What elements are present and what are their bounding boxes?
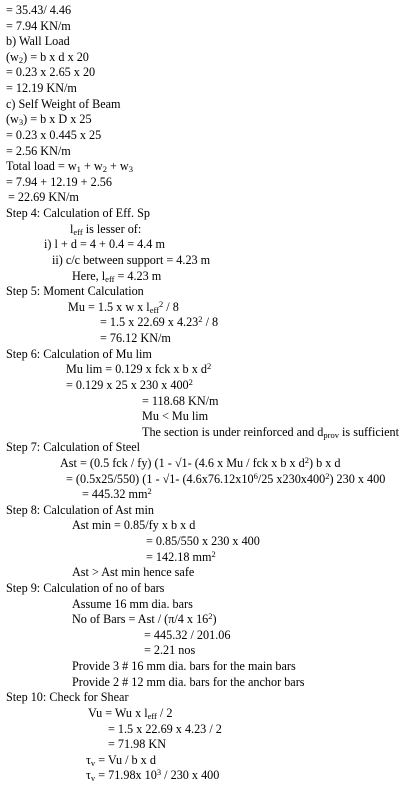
line: Mu lim = 0.129 x fck x b x $d^2$ [66,361,212,377]
line: = (0.5x25/550) (1 - √1- ($4.6x76.12x10^6/25$ $x230x400^2$) 230 x 400 [66,470,386,486]
line: = 12.19 KN/m [6,81,77,96]
line: Mu = 1.5 x w x $l_{eff}^2 / 8$ [68,298,179,315]
line: = 35.43/ 4.46 [6,3,72,17]
line: Assume 16 mm dia. bars [72,596,193,611]
line: $(w_2) = b$ x d x 20 [6,49,89,65]
step-heading: Step 7: Calculation of Steel [6,440,141,455]
line: Ast min = 0.85/fy x b x d [72,518,196,533]
step-heading: Step 10: Check for Shear [6,690,129,705]
line: Vu = Wu x $l_{eff} / 2$ [88,705,173,721]
line: = 7.94 KN/m [6,18,71,33]
line: ii) c/c between support = 4.23 m [52,252,211,267]
line: = 2.56 KN/m [6,143,71,158]
step-heading: Step 8: Calculation of Ast min [6,502,154,517]
line: = 142.18 $mm^2$ [146,548,216,564]
line: = 0.129 x 25 x 230 x $400^2$ [66,376,193,392]
line: = 2.21 nos [144,643,196,658]
step-heading: Step 4: Calculation of Eff. Sp [6,206,150,221]
section-heading: c) Self Weight of Beam [6,96,121,111]
line: Here, $l_{eff} = 4.23$ m [72,268,162,284]
step-heading: Step 5: Moment Calculation [6,284,144,299]
line: Provide 2 # 12 mm dia. bars for the anchor bars [72,674,305,689]
line: $\tau_v = Vu / b$ x d [86,752,156,768]
line: = 0.23 x 2.65 x 20 [6,65,96,80]
line: Provide 3 # 16 mm dia. bars for the main bars [72,659,296,674]
line: $(w_3) = b$ x D x 25 [6,112,92,128]
line: = 7.94 + 12.19 + 2.56 [6,174,112,189]
line: = 0.85/550 x 230 x 400 [146,534,260,549]
line: Mu < Mu lim [142,409,209,424]
line: i) l + d = 4 + 0.4 = 4.4 m [44,237,165,252]
line: Total load = $w_1 + w_2 + w_3$ [6,159,133,175]
line: = 1.5 x 22.69 x 4.23 / 2 [108,721,222,736]
line: Ast = (0.5 fck / fy) (1 - √1- (4.6 x Mu / fck x b x $d^2$) b x d [60,454,341,470]
line: = 22.69 KN/m [8,190,79,205]
line: The section is under reinforced and $d_{prov}$ is sufficient [142,424,400,440]
line: = 76.12 KN/m [100,331,171,346]
step-heading: Step 6: Calculation of Mu lim [6,346,152,361]
line: = 118.68 KN/m [142,393,219,408]
line: = 71.98 KN [108,737,166,752]
line: $l_{eff}$ is lesser of: [70,221,142,237]
line: No of Bars = Ast / (π/4 x $16^2$) [72,611,217,627]
line: Ast > Ast min hence safe [72,565,195,580]
line: = 1.5 x 22.69 x 4.23$^2$ / 8 [100,314,219,330]
step-heading: Step 9: Calculation of no of bars [6,580,165,595]
section-heading: b) Wall Load [6,34,70,49]
line: = 445.32 / 201.06 [144,627,231,642]
line: = 445.32 $mm^2$ [82,486,152,502]
line: = 0.23 x 0.445 x 25 [6,127,102,142]
line: $\tau_v = 71.98x$ $10^3 / 230$ x 400 [86,767,220,784]
